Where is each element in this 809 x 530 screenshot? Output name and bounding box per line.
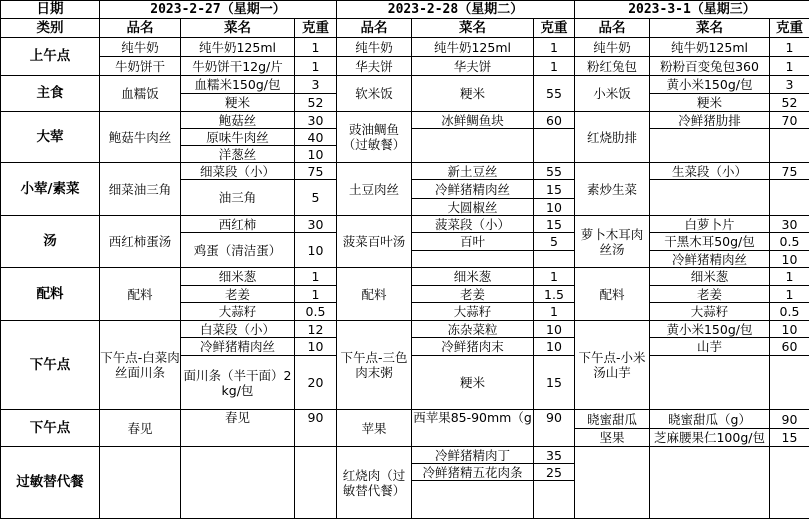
ingredient-cell: 黄小米150g/包: [650, 76, 770, 94]
weight-cell: 1: [770, 57, 809, 76]
weight-cell: [534, 481, 575, 519]
ingredient-header: 菜名: [181, 19, 295, 38]
ingredient-cell: 冷鲜猪肋排: [650, 112, 770, 129]
category-afternoon-snack-2: 下午点: [1, 410, 100, 447]
table-row: [1, 410, 809, 429]
ingredient-cell: 菠菜段（小）: [412, 216, 534, 233]
dish-cell: 苹果: [337, 410, 412, 447]
weight-header: 克重: [534, 19, 575, 38]
weight-header: 克重: [295, 19, 337, 38]
ingredient-cell: 粉粉百变兔包360: [650, 57, 770, 76]
ingredient-cell: 细米葱: [181, 268, 295, 286]
weight-cell: 5: [295, 180, 337, 216]
weight-cell: 30: [295, 112, 337, 129]
ingredient-cell: [181, 447, 295, 519]
dish-cell: 菠菜百叶汤: [337, 216, 412, 268]
dish-cell: 土豆肉丝: [337, 163, 412, 216]
weight-cell: 60: [770, 338, 809, 356]
ingredient-cell: 西苹果85-90mm（g: [412, 410, 534, 447]
weight-cell: 12: [295, 321, 337, 338]
weight-cell: 3: [770, 76, 809, 94]
table-row: [1, 163, 809, 180]
ingredient-cell: 粳米: [181, 94, 295, 112]
category-seasoning: 配料: [1, 268, 100, 321]
weight-cell: 55: [534, 163, 575, 180]
dish-cell: [100, 447, 181, 519]
ingredient-header: 菜名: [412, 19, 534, 38]
ingredient-cell: 原味牛肉丝: [181, 129, 295, 146]
ingredient-cell: 鲍菇丝: [181, 112, 295, 129]
ingredient-cell: 纯牛奶125ml: [181, 38, 295, 57]
dish-cell: 下午点-白菜肉丝面川条: [100, 321, 181, 410]
weight-cell: 0.5: [295, 303, 337, 321]
weight-cell: 1: [295, 268, 337, 286]
weight-cell: 20: [295, 356, 337, 410]
ingredient-cell: [650, 180, 770, 216]
ingredient-cell: 晓蜜甜瓜（g）: [650, 410, 770, 429]
dish-header: 品名: [337, 19, 412, 38]
ingredient-cell: 面川条（半干面）2kg/包: [181, 356, 295, 410]
table-row: [1, 321, 809, 338]
dish-cell: [575, 447, 650, 519]
ingredient-cell: 鸡蛋（清洁蛋）: [181, 233, 295, 268]
day-header-mon: 2023-2-27（星期一）: [100, 1, 337, 19]
weight-cell: [770, 180, 809, 216]
table-row: [1, 38, 809, 57]
ingredient-cell: 大蒜籽: [650, 303, 770, 321]
dish-cell: 血糯饭: [100, 76, 181, 112]
ingredient-header: 菜名: [650, 19, 770, 38]
dish-cell: 粉红兔包: [575, 57, 650, 76]
dish-cell: 小米饭: [575, 76, 650, 112]
weight-cell: 1: [770, 38, 809, 57]
ingredient-cell: 冻杂菜粒: [412, 321, 534, 338]
ingredient-cell: [650, 356, 770, 410]
dish-header: 品名: [575, 19, 650, 38]
weight-cell: 30: [770, 216, 809, 233]
table-row: [1, 112, 809, 129]
dish-cell: 纯牛奶: [575, 38, 650, 57]
ingredient-cell: 冷鲜猪肉末: [412, 338, 534, 356]
dish-cell: 牛奶饼干: [100, 57, 181, 76]
ingredient-cell: 纯牛奶125ml: [412, 38, 534, 57]
weight-cell: 1: [295, 57, 337, 76]
weight-cell: 15: [534, 356, 575, 410]
dish-cell: 配料: [337, 268, 412, 321]
weight-cell: 30: [295, 216, 337, 233]
column-header-row: [1, 19, 809, 38]
ingredient-cell: 纯牛奶125ml: [650, 38, 770, 57]
ingredient-cell: 冷鲜猪精肉丝: [650, 251, 770, 268]
weight-cell: 40: [295, 129, 337, 146]
ingredient-cell: 粳米: [412, 356, 534, 410]
ingredient-cell: 细菜段（小）: [181, 163, 295, 180]
weight-cell: 1: [770, 286, 809, 303]
weight-cell: 10: [534, 321, 575, 338]
weight-cell: 52: [770, 94, 809, 112]
ingredient-cell: 白萝卜片: [650, 216, 770, 233]
weight-cell: 52: [295, 94, 337, 112]
weight-cell: 10: [295, 146, 337, 163]
ingredient-cell: [412, 129, 534, 163]
ingredient-cell: 粳米: [650, 94, 770, 112]
weight-cell: 10: [534, 199, 575, 216]
day-header-tue: 2023-2-28（星期二）: [337, 1, 575, 19]
dish-cell: 春见: [100, 410, 181, 447]
date-header-row: [1, 1, 809, 19]
dish-cell: 配料: [575, 268, 650, 321]
weight-cell: 15: [534, 180, 575, 199]
dish-cell: 配料: [100, 268, 181, 321]
weight-header: 克重: [770, 19, 809, 38]
ingredient-cell: 冷鲜猪精肉丝: [412, 180, 534, 199]
category-soup: 汤: [1, 216, 100, 268]
dish-cell: 素炒生菜: [575, 163, 650, 216]
ingredient-cell: 冷鲜猪精肉丝: [181, 338, 295, 356]
weight-cell: [770, 447, 809, 519]
ingredient-cell: [650, 447, 770, 519]
ingredient-cell: 冷鲜猪精肉丁: [412, 447, 534, 464]
dish-cell: 红烧肉（过敏替代餐）: [337, 447, 412, 519]
weight-cell: 10: [295, 233, 337, 268]
weight-cell: [295, 447, 337, 519]
dish-cell: 红烧肋排: [575, 112, 650, 163]
ingredient-cell: 老姜: [650, 286, 770, 303]
weight-cell: 0.5: [770, 233, 809, 251]
weight-cell: 90: [295, 410, 337, 447]
day-header-wed: 2023-3-1（星期三）: [575, 1, 809, 19]
ingredient-cell: 大蒜籽: [412, 303, 534, 321]
weight-cell: [534, 251, 575, 268]
dish-cell: 萝卜木耳肉丝汤: [575, 216, 650, 268]
ingredient-cell: 新土豆丝: [412, 163, 534, 180]
weight-cell: 3: [295, 76, 337, 94]
dish-cell: 下午点-三色肉末粥: [337, 321, 412, 410]
dish-cell: 纯牛奶: [337, 38, 412, 57]
ingredient-cell: 春见: [181, 410, 295, 447]
category-main-meat: 大荤: [1, 112, 100, 163]
weight-cell: 5: [534, 233, 575, 251]
ingredient-cell: [412, 481, 534, 519]
weight-cell: 55: [534, 76, 575, 112]
dish-cell: 纯牛奶: [100, 38, 181, 57]
category-label: 类别: [1, 19, 100, 38]
weight-cell: 10: [534, 338, 575, 356]
weight-cell: 1: [534, 38, 575, 57]
weight-cell: 25: [534, 464, 575, 481]
date-label: 日期: [1, 1, 100, 19]
weight-cell: 1: [295, 286, 337, 303]
dish-header: 品名: [100, 19, 181, 38]
ingredient-cell: 生菜段（小）: [650, 163, 770, 180]
weight-cell: 10: [770, 321, 809, 338]
category-side-veg: 小荤/素菜: [1, 163, 100, 216]
ingredient-cell: 大蒜籽: [181, 303, 295, 321]
weight-cell: [770, 129, 809, 163]
table-row: [1, 57, 809, 76]
weight-cell: 15: [534, 216, 575, 233]
ingredient-cell: 血糯米150g/包: [181, 76, 295, 94]
weight-cell: 10: [295, 338, 337, 356]
category-staple: 主食: [1, 76, 100, 112]
dish-cell: 晓蜜甜瓜: [575, 410, 650, 429]
dish-cell: 豉油鲷鱼（过敏餐）: [337, 112, 412, 163]
weight-cell: 1: [534, 303, 575, 321]
category-morning-snack: 上午点: [1, 38, 100, 76]
ingredient-cell: 牛奶饼干12g/片: [181, 57, 295, 76]
weight-cell: [770, 356, 809, 410]
ingredient-cell: 百叶: [412, 233, 534, 251]
category-afternoon-snack: 下午点: [1, 321, 100, 410]
weight-cell: 15: [770, 429, 809, 447]
dish-cell: 下午点-小米汤山芋: [575, 321, 650, 410]
ingredient-cell: 白菜段（小）: [181, 321, 295, 338]
weight-cell: 1: [770, 268, 809, 286]
dish-cell: 华夫饼: [337, 57, 412, 76]
weight-cell: [534, 129, 575, 163]
table-row: [1, 268, 809, 286]
ingredient-cell: 干黑木耳50g/包: [650, 233, 770, 251]
weight-cell: 70: [770, 112, 809, 129]
weight-cell: 75: [295, 163, 337, 180]
table-row: [1, 447, 809, 464]
weight-cell: 60: [534, 112, 575, 129]
weight-cell: 1.5: [534, 286, 575, 303]
ingredient-cell: 芝麻腰果仁100g/包: [650, 429, 770, 447]
ingredient-cell: 细米葱: [412, 268, 534, 286]
weight-cell: 90: [534, 410, 575, 447]
ingredient-cell: 粳米: [412, 76, 534, 112]
ingredient-cell: [650, 129, 770, 163]
dish-cell: 坚果: [575, 429, 650, 447]
ingredient-cell: 山芋: [650, 338, 770, 356]
weight-cell: 0.5: [770, 303, 809, 321]
ingredient-cell: 老姜: [412, 286, 534, 303]
dish-cell: 软米饭: [337, 76, 412, 112]
ingredient-cell: 细米葱: [650, 268, 770, 286]
table-row: [1, 216, 809, 233]
weight-cell: 1: [534, 57, 575, 76]
weight-cell: 10: [770, 251, 809, 268]
weight-cell: 75: [770, 163, 809, 180]
weight-cell: 1: [534, 268, 575, 286]
weight-cell: 90: [770, 410, 809, 429]
ingredient-cell: 华夫饼: [412, 57, 534, 76]
weight-cell: 1: [295, 38, 337, 57]
ingredient-cell: 大圆椒丝: [412, 199, 534, 216]
ingredient-cell: [412, 251, 534, 268]
table-row: [1, 76, 809, 94]
ingredient-cell: 冰鲜鲷鱼块: [412, 112, 534, 129]
ingredient-cell: 油三角: [181, 180, 295, 216]
weight-cell: 35: [534, 447, 575, 464]
category-allergy-substitute: 过敏替代餐: [1, 447, 100, 519]
dish-cell: 鲍菇牛肉丝: [100, 112, 181, 163]
ingredient-cell: 西红柿: [181, 216, 295, 233]
ingredient-cell: 黄小米150g/包: [650, 321, 770, 338]
ingredient-cell: 老姜: [181, 286, 295, 303]
ingredient-cell: 洋葱丝: [181, 146, 295, 163]
ingredient-cell: 冷鲜猪精五花肉条: [412, 464, 534, 481]
dish-cell: 西红柿蛋汤: [100, 216, 181, 268]
dish-cell: 细菜油三角: [100, 163, 181, 216]
